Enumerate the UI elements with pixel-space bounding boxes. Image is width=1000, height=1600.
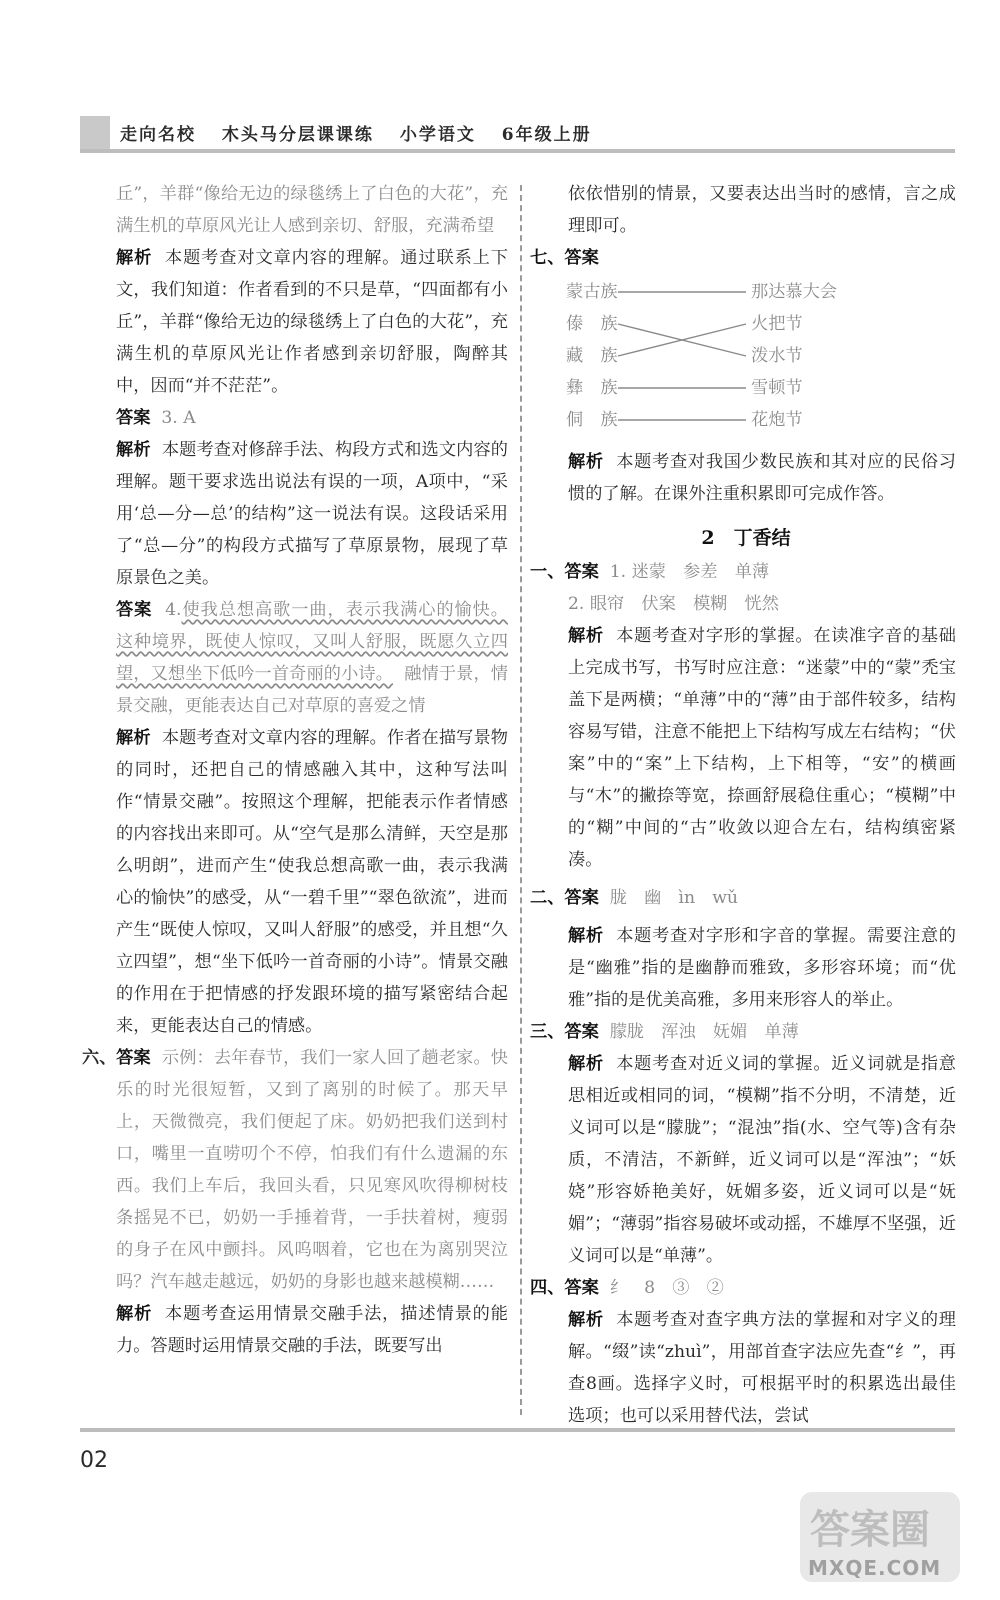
answer-underlined-text: 使我总想高歌一曲，表示我满心的愉快。 这种境界，既使人惊叹，又叫人舒服，既愿久立四望，又想坐下低吟一首奇丽的小诗。 bbox=[116, 600, 508, 684]
festival: 花炮节 bbox=[751, 410, 803, 430]
footer-rule bbox=[80, 1428, 955, 1432]
answer-text: 1. 迷蒙 参差 单薄 bbox=[609, 562, 770, 582]
ethnic-group: 侗 族 bbox=[566, 410, 618, 430]
answer-text: 融情于景，情景交融，更能表达自己对草原的喜爱之情 bbox=[116, 664, 508, 716]
section-number: 六、 bbox=[82, 1048, 117, 1068]
explanation-block bbox=[536, 1304, 956, 1432]
explanation-label: 解析 bbox=[116, 1304, 153, 1324]
watermark-logo bbox=[800, 1492, 960, 1582]
festival: 那达慕大会 bbox=[751, 282, 837, 302]
header-title bbox=[120, 120, 610, 145]
section-number: 三、 bbox=[530, 1022, 565, 1042]
answer-label: 答案 bbox=[564, 248, 599, 268]
festival: 泼水节 bbox=[751, 346, 803, 366]
explanation-label: 解析 bbox=[116, 440, 151, 460]
answer-label: 答案 bbox=[564, 888, 599, 908]
answer-block bbox=[84, 402, 508, 434]
explanation-block bbox=[84, 434, 508, 594]
column-divider bbox=[520, 185, 522, 1415]
explanation-text: 本题考查对字形和字音的掌握。需要注意的是“幽雅”指的是幽静而雅致，多形容环境；而“优雅”指的是优美高雅，多用来形容人的举止。 bbox=[568, 926, 956, 1010]
ethnic-group: 彝 族 bbox=[566, 378, 618, 398]
explanation-block bbox=[536, 620, 956, 876]
answer-block bbox=[84, 594, 508, 722]
ethnic-group: 藏 族 bbox=[566, 346, 618, 366]
explanation-block bbox=[536, 446, 956, 510]
festival: 火把节 bbox=[751, 314, 803, 334]
section-number: 四、 bbox=[530, 1278, 565, 1298]
explanation-label: 解析 bbox=[568, 926, 604, 946]
matching-lines bbox=[616, 276, 756, 436]
answer-text: 纟 8 ③ ② bbox=[609, 1278, 724, 1298]
answer-text: 胧 幽 ìn wǔ bbox=[609, 888, 739, 908]
explanation-text: 本题考查对修辞手法、构段方式和选文内容的理解。题干要求选出说法有误的一项，A项中，“采用‘总—分—总’的结构”这一说法有误。这段话采用了“总—分”的构段方式描写了草原景物，展现了草原景色之美。 bbox=[116, 440, 508, 588]
explanation-block bbox=[84, 722, 508, 1042]
explanation-text: 本题考查对字形的掌握。在读准字音的基础上完成书写，书写时应注意：“迷蒙”中的“蒙”禿宝盖下是两横；“单薄”中的“薄”由于部件较多，结构容易写错，注意不能把上下结构写成左右结构；“伏案”中的“案”上下结构，上下相等，“安”的横画与“木”的撇捺等宽，捺画舒展稳住重心；“模糊”中的“糊”中间的“古”收敛以迎合左右，结构缜密紧凑。 bbox=[568, 626, 956, 870]
explanation-text: 本题考查对文章内容的理解。通过联系上下文，我们知道：作者看到的不只是草，“四面都有小丘”，羊群“像给无边的绿毯绣上了白色的大花”，充满生机的草原风光让作者感到亲切舒服，陶醉其中，因而“并不茫茫”。 bbox=[116, 248, 508, 396]
answer-label: 答案 bbox=[116, 408, 151, 428]
answer-label: 答案 bbox=[564, 562, 599, 582]
explanation-label: 解析 bbox=[568, 1310, 604, 1330]
header-grade: 6年级上册 bbox=[501, 125, 592, 145]
section-one-answer bbox=[530, 556, 956, 588]
festivals-list bbox=[751, 276, 837, 436]
section-three-answer bbox=[530, 1016, 956, 1048]
answer-label: 答案 bbox=[564, 1022, 599, 1042]
page-number: 02 bbox=[80, 1448, 108, 1473]
explanation-label: 解析 bbox=[568, 626, 604, 646]
section-number: 七、 bbox=[530, 248, 565, 268]
watermark-title: 答案圈 bbox=[810, 1507, 930, 1553]
explanation-text: 本题考查对我国少数民族和其对应的民俗习惯的了解。在课外注重积累即可完成作答。 bbox=[568, 452, 956, 504]
header-series: 走向名校 bbox=[120, 125, 196, 145]
answer-continued: 丘”，羊群“像给无边的绿毯绣上了白色的大花”，充满生机的草原风光让人感到亲切、舒服，充满希望 bbox=[116, 184, 508, 236]
ethnic-group: 傣 族 bbox=[566, 314, 618, 334]
matching-exercise bbox=[536, 276, 956, 436]
explanation-continued: 依依惜别的情景，又要表达出当时的感情，言之成理即可。 bbox=[568, 184, 956, 236]
left-column bbox=[84, 178, 508, 1362]
explanation-text: 本题考查对文章内容的理解。作者在描写景物的同时，还把自己的情感融入其中，这种写法叫作“情景交融”。按照这个理解，把能表示作者情感的内容找出来即可。从“空气是那么清鲜，天空是那么明朗”，进而产生“使我总想高歌一曲，表示我满心的愉快”的感受，从“一碧千里”“翠色欲流”，进而产生“既使人惊叹，又叫人舒服”的感受，并且想“久立四望”，想“坐下低吟一首奇丽的小诗”。情景交融的作用在于把情感的抒发跟环境的描写紧密结合起来，更能表达自己的情感。 bbox=[116, 728, 508, 1036]
answer-label: 答案 bbox=[564, 1278, 599, 1298]
answer-text: 示例：去年春节，我们一家人回了趟老家。快乐的时光很短暂，又到了离别的时候了。那天早上，天微微亮，我们便起了床。奶奶把我们送到村口，嘴里一直唠叨个不停，怕我们有什么遗漏的东西。我们上车后，我回头看，只见寒风吹得柳树枝条摇晃不已，奶奶一手捶着背，一手扶着树，瘦弱的身子在风中颤抖。风呜咽着，它也在为离别哭泣吗？汽车越走越远，奶奶的身影也越来越模糊…… bbox=[116, 1048, 508, 1292]
festival: 雪顿节 bbox=[751, 378, 803, 398]
explanation-text: 本题考查对近义词的掌握。近义词就是指意思相近或相同的词，“模糊”指不分明，不清楚，近义词可以是“朦胧”；“混浊”指(水、空气等)含有杂质，不清洁，不新鲜，近义词可以是“浑浊”；“妖娆”形容娇艳美好，妩媚多姿，近义词可以是“妩媚”；“薄弱”指容易破坏或动摇，不雄厚不坚强，近义词可以是“单薄”。 bbox=[568, 1054, 956, 1266]
answer-text: 3. A bbox=[161, 408, 196, 428]
ethnic-group: 蒙古族 bbox=[566, 282, 618, 302]
header-rule bbox=[80, 149, 955, 153]
answer-number: 4. bbox=[165, 600, 182, 620]
lesson-title: 2 丁香结 bbox=[701, 527, 791, 549]
explanation-label: 解析 bbox=[568, 452, 604, 472]
running-header bbox=[80, 112, 955, 152]
explanation-text: 本题考查对查字典方法的掌握和对字义的理解。“缀”读“zhuì”，用部首查字法应先查“纟”，再查8画。选择字义时，可根据平时的积累选出最佳选项；也可以采用替代法，尝试 bbox=[568, 1310, 956, 1426]
section-number: 一、 bbox=[530, 562, 565, 582]
explanation-text: 本题考查运用情景交融手法，描述情景的能力。答题时运用情景交融的手法，既要写出 bbox=[116, 1304, 508, 1356]
section-two-answer bbox=[530, 882, 956, 914]
section-seven-answer bbox=[530, 242, 956, 274]
watermark-url: MXQE.COM bbox=[808, 1556, 942, 1580]
answer-label: 答案 bbox=[116, 600, 153, 620]
explanation-label: 解析 bbox=[568, 1054, 604, 1074]
header-subject: 小学语文 bbox=[399, 125, 476, 145]
answer-label: 答案 bbox=[116, 1048, 151, 1068]
header-book-title: 木头马分层课课练 bbox=[221, 125, 374, 145]
explanation-label: 解析 bbox=[116, 248, 153, 268]
explanation-block bbox=[536, 1048, 956, 1272]
header-accent-block bbox=[80, 116, 110, 150]
explanation-label: 解析 bbox=[116, 728, 151, 748]
explanation-block bbox=[84, 1298, 508, 1362]
answer-text: 朦胧 浑浊 妩媚 单薄 bbox=[609, 1022, 799, 1042]
section-four-answer bbox=[530, 1272, 956, 1304]
right-column bbox=[530, 178, 956, 1432]
section-six-answer bbox=[84, 1042, 508, 1298]
ethnic-groups-list bbox=[566, 276, 618, 436]
section-number: 二、 bbox=[530, 888, 565, 908]
explanation-block bbox=[84, 242, 508, 402]
answer-text: 2. 眼帘 伏案 模糊 恍然 bbox=[568, 594, 779, 614]
explanation-block bbox=[536, 920, 956, 1016]
